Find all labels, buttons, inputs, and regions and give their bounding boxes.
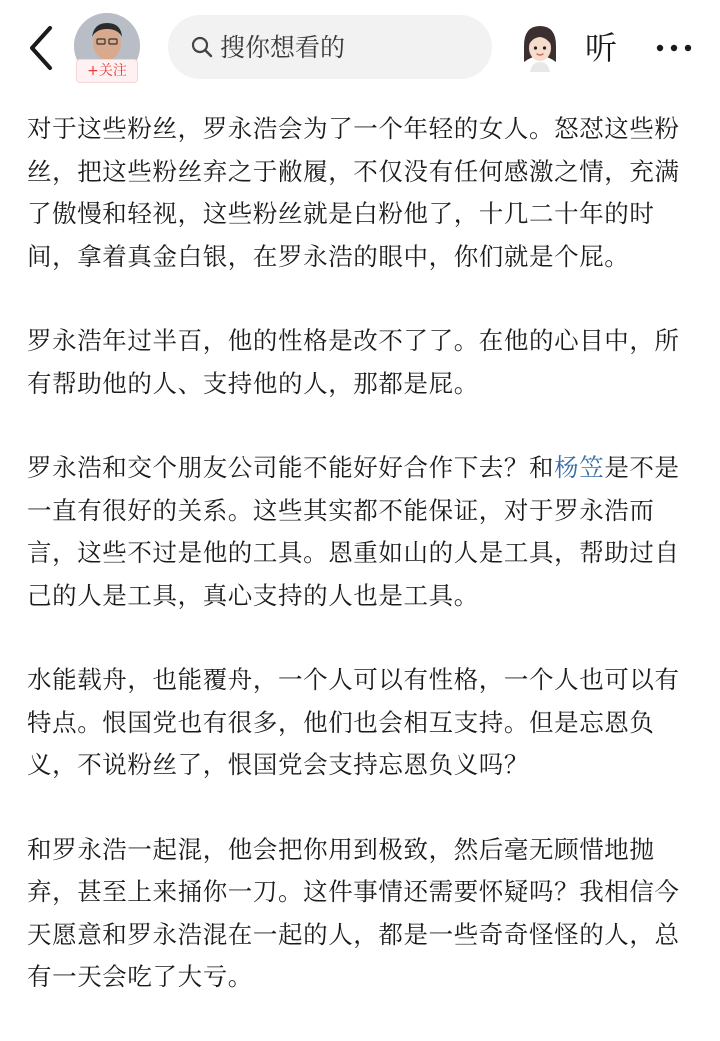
- search-bar[interactable]: [168, 15, 492, 79]
- article-paragraph-2: 罗永浩年过半百，他的性格是改不了了。在他的心目中，所有帮助他的人、支持他的人，那都是屁。: [27, 326, 680, 398]
- assistant-avatar-icon[interactable]: [518, 22, 562, 72]
- article-body: [27, 108, 697, 1041]
- chevron-left-icon: [20, 22, 64, 74]
- back-button[interactable]: [20, 22, 64, 74]
- article-paragraph-3: [27, 447, 697, 617]
- paragraph-3-text-before-link: 罗永浩和交个朋友公司能不能好好合作下去？和: [27, 453, 555, 482]
- listen-button[interactable]: 听: [585, 29, 618, 67]
- person-link-yang-li[interactable]: 杨笠: [554, 453, 605, 482]
- paragraph-3-text-after-link: 是不是一直有很好的关系。这些其实都不能保证，对于罗永浩而言，这些不过是他的工具。恩重如山的人是工具，帮助过自己的人是工具，真心支持的人也是工具。: [27, 453, 680, 610]
- article-paragraph-1: 对于这些粉丝，罗永浩会为了一个年轻的女人。怒怼这些粉丝，把这些粉丝弃之于敝履，不仅没有任何感激之情，充满了傲慢和轻视，这些粉丝就是白粉他了，十几二十年的时间，拿着真金白银，在罗永浩的眼中，你们就是个屁。: [27, 114, 680, 271]
- search-input[interactable]: [220, 33, 480, 62]
- article-paragraph-4: 水能载舟，也能覆舟，一个人可以有性格，一个人也可以有特点。恨国党也有很多，他们也会相互支持。但是忘恩负义，不说粉丝了，恨国党会支持忘恩负义吗？: [27, 665, 680, 779]
- follow-button[interactable]: +关注: [76, 59, 138, 83]
- more-icon: [652, 30, 696, 66]
- more-button[interactable]: [652, 30, 696, 66]
- top-bar: [0, 0, 720, 100]
- search-icon: [190, 35, 214, 59]
- author-avatar-button[interactable]: [74, 13, 140, 83]
- article-paragraph-5: 和罗永浩一起混，他会把你用到极致，然后毫无顾惜地抛弃，甚至上来捅你一刀。这件事情还需要怀疑吗？我相信今天愿意和罗永浩混在一起的人，都是一些奇奇怪怪的人，总有一天会吃了大亏。: [27, 834, 680, 991]
